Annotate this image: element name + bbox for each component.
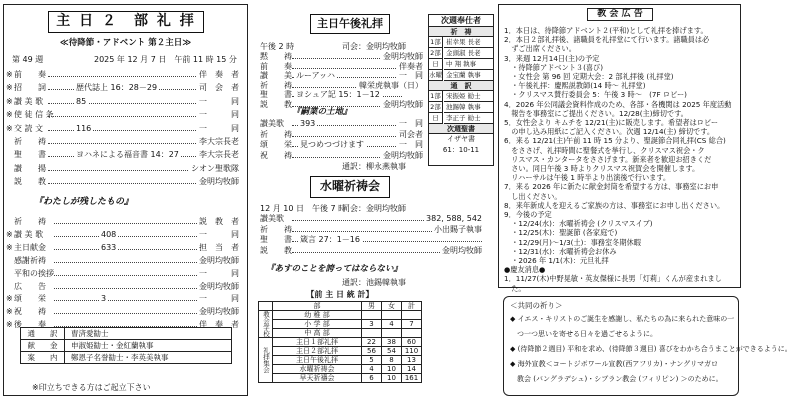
servers-part: 日	[429, 113, 443, 124]
order-leader	[48, 183, 198, 184]
announcement-line: ・12/25(木)：聖誕節 (各家庭で)	[504, 228, 618, 238]
stats-row	[259, 338, 422, 347]
stats-value	[382, 311, 402, 320]
order-item: 讃 美 歌	[14, 96, 44, 106]
stats-row	[259, 374, 422, 383]
order-person: 小出賜子執事	[434, 224, 482, 234]
order-person: 金明均牧師	[383, 150, 423, 160]
announcement-line: ・待降節アドベント３(喜び)	[504, 62, 604, 72]
order-item: 後 奏	[14, 320, 46, 330]
announcement-line: ・12/29(月)～1/3(土)：事務室冬期休暇	[504, 237, 641, 247]
announcement-line: ・午後礼拝：慶熙説教師(14 時～ 礼拝堂)	[504, 81, 646, 91]
order-leader	[54, 313, 199, 314]
order-detail: 箴言 27：1－16	[300, 235, 360, 244]
order-person: 伴 奏 者	[199, 320, 239, 330]
stats-value: 22	[362, 338, 382, 347]
stats-value: 7	[402, 320, 422, 329]
stats-category: 主日午後礼拝	[273, 356, 362, 365]
order-person: 李大宗長老	[199, 150, 239, 160]
standing-footnote: ※印立ちできる方はご起立下さい	[32, 383, 151, 392]
staff-role: 献 金	[21, 340, 65, 352]
announcement-line: 4．2026 年公同議会資料作成のため、各部・各機関は 2025 年度活動	[504, 99, 732, 109]
order-item: 祝 祷	[260, 150, 292, 160]
stats-row	[259, 347, 422, 356]
announcement-line: ●慶友消息●	[504, 265, 546, 275]
announcement-line: をささげ、礼拝時間に聖餐式を挙行し、クリスマス祝会・ク	[504, 145, 705, 155]
order-person: 一 同	[199, 294, 239, 304]
afternoon-sermon-title: 『嗣業の土地』	[292, 107, 352, 117]
announcements-panel	[498, 4, 741, 293]
stats-value: 110	[402, 347, 422, 356]
servers-name: 中 翔 執事	[444, 59, 493, 70]
stats-header: 女	[382, 302, 402, 311]
stats-value: 6	[362, 374, 382, 383]
announcements-title: 教 会 広 告	[587, 8, 653, 21]
stats-header: 男	[362, 302, 382, 311]
announcement-line: ・12/24(水)：水曜祈祷会 (クリスマスイブ)	[504, 219, 653, 229]
stats-header: 計	[402, 302, 422, 311]
order-person: シオン聖歌隊	[191, 163, 239, 173]
prayers-panel	[503, 296, 792, 396]
order-person: 金明均牧師	[383, 52, 423, 61]
stats-category: 主日１部礼拝	[273, 338, 362, 347]
servers-reading: イザヤ書	[447, 135, 475, 143]
order-leader	[48, 130, 198, 131]
order-item: 祈 祷	[14, 217, 46, 226]
order-item: 招 詞	[14, 83, 46, 93]
order-person: 伴 奏 者	[199, 70, 239, 79]
servers-section-head: 次週聖書	[429, 124, 493, 134]
order-leader	[48, 116, 198, 117]
order-detail: 85	[76, 96, 87, 106]
order-person: 一 同	[199, 268, 239, 278]
afternoon-interpreter: 通訳：柳永燕執事	[342, 162, 406, 171]
servers-section-head: 祈 祷	[429, 27, 493, 37]
stats-category: 主日２部礼拝	[273, 347, 362, 356]
servers-name: 宋振姫 勧士	[444, 91, 493, 102]
stats-value: 56	[362, 347, 382, 356]
order-person: 担 当 者	[199, 242, 239, 252]
standing-mark: ※	[6, 83, 13, 93]
order-item: 感謝祈祷	[14, 255, 46, 265]
order-detail: 116	[76, 123, 92, 133]
announcement-line: 7．来る 2026 年に新たに献金封筒を希望する方は、事務室にお申	[504, 182, 719, 192]
servers-name: 金宝蘭 執事	[444, 70, 493, 81]
order-detail: ヨハネによる福音書 14：27	[76, 150, 179, 160]
servers-section-head: 通 訳	[429, 81, 493, 91]
order-person: 一 同	[399, 71, 423, 80]
order-person: 李大宗長老	[199, 137, 239, 146]
servers-name: 崔幸果 長老	[444, 37, 493, 48]
stats-row	[259, 365, 422, 374]
announcement-line: し出ください。	[504, 191, 562, 201]
stats-value: 5	[362, 356, 382, 365]
wednesday-presider: 司会：金明均牧師	[342, 204, 406, 213]
stats-value	[382, 329, 402, 338]
order-item: 使 徒 信 条	[14, 110, 54, 120]
announcement-line: 8．来年新成人を迎えるご家族の方は、事務室にお申し出ください。	[504, 200, 725, 210]
servers-part: 日	[429, 59, 443, 70]
order-leader	[48, 143, 198, 144]
order-leader	[54, 236, 199, 237]
order-leader	[54, 223, 199, 224]
stats-value	[362, 329, 382, 338]
order-detail: 見つめつづけます	[300, 140, 364, 149]
order-item: 祈 祷	[260, 224, 292, 234]
staff-role: 案 内	[21, 352, 65, 364]
afternoon-title: 主日午後礼拝	[310, 14, 390, 34]
order-detail: 歴代誌上 16：28－29	[76, 83, 158, 93]
announcement-line: 報告を事務室にご提出ください。12/28(主)締切です。	[504, 108, 688, 118]
servers-part: 1部	[429, 91, 443, 102]
announcement-line: さい。同日午後 3 時よりクリスマス祝賀会を開催します。	[504, 164, 700, 173]
service-date: 2025 年 12 月 7 日 午前 11 時 15 分	[94, 55, 237, 64]
order-item: 前 奏	[260, 61, 292, 71]
servers-part: 1部	[429, 37, 443, 48]
announcement-line: ずご出席ください。	[504, 44, 576, 54]
order-item: 頌 栄	[260, 140, 292, 149]
order-item: 交 読 文	[14, 123, 44, 133]
order-person: 司会者	[399, 129, 423, 139]
staff-box	[20, 327, 232, 364]
order-person: 一 同	[199, 96, 239, 106]
announcement-line: 9．今後の予定	[504, 210, 552, 219]
stats-category: 水曜祈祷会	[273, 365, 362, 374]
staff-row	[21, 328, 232, 340]
staff-name: 曺済愛勧士	[65, 328, 232, 340]
order-item: 祈 祷	[14, 137, 46, 146]
prayers-title: ＜共同の祈り＞	[510, 301, 563, 310]
order-item: 讃 美	[260, 71, 292, 80]
staff-name: 鄭恩子名誉勧士・李英美執事	[65, 352, 232, 364]
wednesday-title: 水曜祈祷会	[310, 176, 390, 198]
standing-mark: ※	[6, 229, 13, 239]
order-person: 金明均牧師	[442, 245, 482, 255]
stats-value: 60	[402, 338, 422, 347]
staff-table	[20, 327, 232, 364]
announcement-line: ・2026 年 1/1(木)：元旦礼拝	[504, 256, 609, 265]
standing-mark: ※	[6, 320, 13, 330]
wednesday-interpreter: 通訳：池錫韓執事	[342, 278, 406, 287]
order-person: 金明均牧師	[383, 99, 423, 109]
servers-panel	[428, 14, 494, 166]
announcement-line: リスマス・カンタータをささげます。新来者を歓迎お招きくだ	[504, 154, 712, 164]
stats-header: 部	[273, 302, 362, 311]
stats-value: 161	[402, 374, 422, 383]
servers-name: 李正子 勧士	[444, 113, 493, 124]
order-item: 讃美歌	[260, 119, 284, 128]
order-leader	[48, 76, 198, 77]
stats-value	[402, 329, 422, 338]
servers-part: 2部	[429, 48, 443, 59]
standing-mark: ※	[6, 96, 13, 106]
order-item: 讃 揚	[14, 163, 46, 173]
standing-mark: ※	[6, 294, 13, 304]
order-item: 説 教	[14, 177, 46, 187]
stats-row	[259, 311, 422, 320]
announcement-line: た。	[504, 283, 526, 293]
prayer-line: ◆ イエス・キリストのご誕生を感謝し、私たちの為に来られた意味の一	[510, 315, 735, 323]
afternoon-time: 午後 2 時	[260, 42, 295, 51]
afternoon-presider: 司会：金明均牧師	[342, 42, 406, 51]
order-person: 伴奏者	[399, 61, 423, 71]
order-item: 黙 祷	[260, 52, 292, 61]
stats-value: 8	[382, 356, 402, 365]
wednesday-sermon-title: 『あすのことを誇ってはならない』	[266, 264, 403, 274]
order-item: 讃美歌	[260, 214, 284, 223]
stats-category: 小 学 部	[273, 320, 362, 329]
order-item: 頌 栄	[14, 294, 46, 304]
stats-row	[259, 356, 422, 365]
order-person: 一 同	[199, 123, 239, 133]
stats-value: 10	[382, 374, 402, 383]
staff-role: 通 訳	[21, 328, 65, 340]
servers-part: 2部	[429, 102, 443, 113]
stats-row	[259, 329, 422, 338]
announcement-line: 3．来週 12月14日(主)の予定	[504, 53, 600, 63]
order-item: 前 奏	[14, 70, 46, 79]
stats-group-label: 礼拝集会	[259, 338, 273, 383]
order-item: 聖 書	[14, 150, 46, 160]
stats-value: 38	[382, 338, 402, 347]
order-leader	[54, 249, 199, 250]
standing-mark: ※	[6, 123, 13, 133]
order-leader	[54, 288, 199, 289]
announcement-line: ・12/31(水)：水曜祈祷会お休み	[504, 246, 617, 256]
order-item: 聖 書	[260, 235, 292, 244]
stats-title: 【前 主 日 統 計】	[306, 290, 374, 299]
prayer-line: ◆ 海外宣教＜コートジボワール宣教(西アフリカ)・ナングリマガロ	[510, 360, 718, 368]
announcement-line: 1．本日は、待降節アドベント２(平和)として礼拝を捧げます。	[504, 26, 708, 35]
order-item: 聖 書	[260, 90, 292, 99]
order-leader	[292, 68, 402, 69]
order-item: 広 告	[14, 281, 46, 291]
order-person: 韓栄虎執事（日）	[359, 80, 423, 90]
order-leader	[54, 275, 199, 276]
order-item: 説 教	[260, 99, 292, 109]
wednesday-panel	[258, 172, 494, 258]
servers-reading: 61：10-11	[442, 146, 480, 154]
stats-category: 中 高 部	[273, 329, 362, 338]
order-detail: ルーアッハ	[296, 71, 336, 80]
service-subtitle: ≪待降節・アドベント 第２主日≫	[59, 38, 192, 48]
order-item: 讃 美 歌	[14, 229, 44, 239]
order-person: 一 同	[399, 119, 423, 128]
stats-group-label: 教会学校	[259, 311, 273, 338]
left-panel	[3, 4, 248, 396]
announcement-line: 2．本日２部礼拝後、諸職員を礼拝堂にて行います。諸職員は必	[504, 35, 710, 45]
order-person: 一 同	[399, 140, 423, 149]
stats-value: 4	[382, 320, 402, 329]
order-person: 説 教 者	[199, 217, 239, 226]
standing-mark: ※	[6, 110, 13, 120]
main-service-title: 主 日 ２ 部 礼 拝	[48, 11, 204, 33]
order-item: 平和の挨拶	[14, 268, 54, 278]
stats-value: 10	[382, 365, 402, 374]
servers-title: 次週奉仕者	[429, 15, 493, 27]
order-person: 金明均牧師	[199, 255, 239, 265]
stats-value	[362, 311, 382, 320]
order-leader	[292, 136, 402, 137]
prayer-line: ◆ (待降節２週目) 平和を求め、(待降節３週目) 喜びをわかち合うまことができるように。	[510, 345, 792, 353]
stats-row	[259, 320, 422, 329]
week-number: 第 49 週	[12, 55, 44, 64]
order-item: 祝 祷	[14, 307, 46, 317]
stats-value: 14	[402, 365, 422, 374]
order-person: 一 同	[199, 110, 239, 120]
stats-table	[258, 301, 422, 383]
prayer-line: つ一つ思いを寄せる日々を過ごせるように。	[510, 330, 657, 338]
stats-category: 早天祈禱会	[273, 374, 362, 383]
announcement-line: ・クリスマス賛行委員会 5：午後 3 時～ (7F ロビー)	[504, 90, 687, 100]
announcement-line: リハーサルは午後 1 時半より出演後で行います。	[504, 173, 671, 183]
order-detail: 633	[101, 242, 117, 252]
servers-name: 池錫韓 執事	[444, 102, 493, 113]
announcement-line: 6．来る 12/21(主)午前 11 時 15 分より、聖誕節合同礼拝(CS 総合)	[504, 136, 726, 146]
stats-value: 4	[362, 365, 382, 374]
stats-value	[402, 311, 422, 320]
standing-mark: ※	[6, 307, 13, 317]
servers-part: 水曜	[429, 71, 442, 79]
order-item: 祈 祷	[260, 129, 292, 139]
prayer-line: 教会 (バングラデシュ)・シブラン教会 (フィリピン) ＞のために。	[510, 375, 723, 383]
announcement-line: ・女性会 第 96 回 定期大会：2 部礼拝後 (礼拝堂)	[504, 72, 674, 81]
staff-row	[21, 352, 232, 364]
stats-value: 54	[382, 347, 402, 356]
order-item: 祈 祷	[260, 80, 292, 90]
standing-mark: ※	[6, 242, 13, 252]
order-item: 説 教	[260, 245, 292, 255]
announcement-line: 1．11/27(木)中野晃敏・英友傑様に長男「灯莉」くんが産まれまし	[504, 274, 722, 284]
order-leader	[48, 103, 198, 104]
wednesday-time: 12 月 10 日 午後 7 時	[260, 204, 347, 213]
order-person: 金明均牧師	[199, 177, 239, 187]
order-leader	[48, 170, 198, 171]
staff-row	[21, 340, 232, 352]
sermon-title: 『わたしが残したもの』	[34, 197, 134, 207]
staff-name: 申淑姫勧士・金紅蘭執事	[65, 340, 232, 352]
order-person: 司 会 者	[199, 83, 239, 93]
announcement-line: の申し込み用紙にご記入ください。次週 12/14(主) 締切です。	[504, 127, 715, 137]
order-detail: 393	[300, 119, 316, 128]
order-item: 主日献金	[14, 242, 46, 252]
order-person: 382, 588, 542	[426, 214, 482, 223]
servers-name: 金頭淑 長老	[444, 48, 493, 59]
order-person: 金明均牧師	[199, 281, 239, 291]
standing-mark: ※	[6, 70, 13, 79]
announcement-line: 5．女性会より キムチを 12/21(主)に販売します。希望者はロビー	[504, 118, 719, 127]
stats-corner	[259, 302, 273, 311]
afternoon-panel	[258, 4, 423, 174]
order-detail: 3	[101, 294, 107, 304]
order-detail: ヨシュア記 15：1－12	[296, 90, 380, 99]
stats-value: 3	[362, 320, 382, 329]
stats-value: 13	[402, 356, 422, 365]
stats-panel	[258, 290, 423, 396]
order-leader	[54, 262, 199, 263]
order-person: 一 同	[199, 229, 239, 239]
stats-category: 幼 稚 部	[273, 311, 362, 320]
order-leader	[54, 300, 199, 301]
order-person: 金明均牧師	[199, 307, 239, 317]
order-detail: 408	[101, 229, 117, 239]
